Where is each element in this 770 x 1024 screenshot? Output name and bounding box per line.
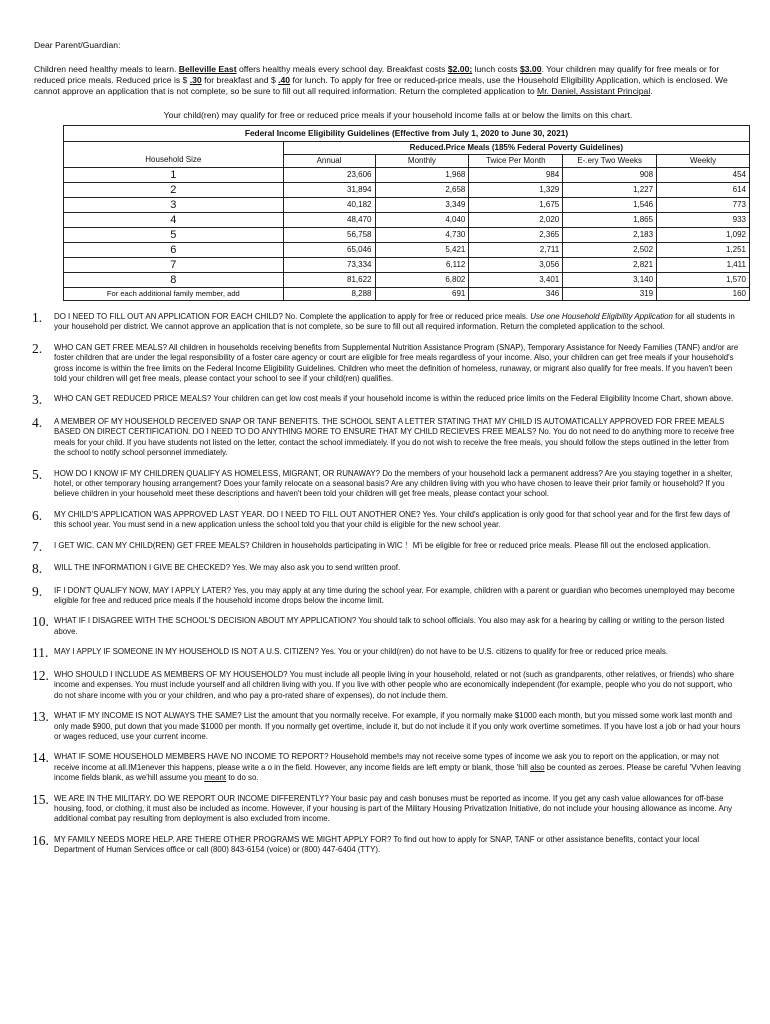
faq-item bbox=[34, 311, 742, 333]
faq-number: 8. bbox=[32, 561, 43, 577]
faq-text-span: WILL THE INFORMATION I GIVE BE CHECKED? Yes. We may also ask you to send written proof. bbox=[54, 563, 401, 573]
faq-text-span: be counted as zeroes. Please be careful 'Vvhen leaving income fields blank, as we'hill assume you bbox=[54, 762, 741, 783]
table-cell: 1,968 bbox=[375, 167, 469, 182]
table-cell: 23,606 bbox=[283, 167, 375, 182]
faq-text-span: meant bbox=[204, 773, 227, 783]
faq-item bbox=[34, 416, 742, 459]
table-cell: 5,421 bbox=[375, 242, 469, 257]
faq-text-span: WE ARE IN THE MILITARY. DO WE REPORT OUR INCOME DIFFERENTLY? Your basic pay and cash bonuses must be reported as income. If you get any cash value allowances for off-base housing, food, or clothing, it must also be included as income. However, if your housing is part of the Military Housing Privatization Initiative, do not include your housing allowance as income. Any additional combat pay resulting from deployment is also excluded from income. bbox=[54, 793, 733, 824]
faq-text-span: WHAT IF MY INCOME IS NOT ALWAYS THE SAME? List the amount that you normally receive. For example, if you normally make $1000 each month, but you missed some work last month and only made $900, put down that you made $1000 per month. If you normally get overtime, include it, but do not include it if you only work overtime sometimes. If you have lost a job or had your hours or wages reduced, use your current income. bbox=[54, 711, 741, 741]
income-eligibility-table bbox=[63, 125, 750, 301]
table-subtitle-row bbox=[64, 142, 750, 155]
table-cell: 6,112 bbox=[375, 258, 469, 273]
faq-number: 15. bbox=[32, 791, 49, 807]
faq-item bbox=[34, 468, 742, 500]
faq-text bbox=[54, 585, 742, 607]
intro-text: for lunch. To apply for free or reduced-price meals, use the Household Eligibility Application, which is enclosed. We cannot approve an application that is not complete, so be sure to fill out all required information. Return the completed application to bbox=[34, 75, 728, 96]
intro-text: Children need healthy meals to learn. bbox=[34, 64, 179, 74]
faq-text-span: A MEMBER OF MY HOUSEHOLD RECEIVED SNAP OR TANF BENEFITS. THE SCHOOL SENT A LETTER STATING THAT MY CHILD IS AUTOMATICALLY APPROVED FOR FREE MEALS BASED ON DIRECT CERTIFICATION. DO I NEED TO DO ANYTHING MORE TO ENSURE THAT MY CHILD RECIEVES FREE MEALS? No. You do not need to do anything more to receive free meals for your child. If you have students not listed on the letter, contact the school immediately. If you do not wish to receive the free meals, you should follow the steps outlined in the letter from the school to notify school personnel immediately. bbox=[54, 416, 735, 458]
faq-item bbox=[34, 509, 742, 531]
faq-text-span: DO I NEED TO FILL OUT AN APPLICATION FOR EACH CHILD? No. Complete the application to apply for free or reduced price meals. bbox=[54, 311, 531, 321]
faq-text bbox=[54, 710, 742, 742]
table-cell: 691 bbox=[375, 288, 469, 301]
table-cell: 984 bbox=[469, 167, 563, 182]
table-cell: 1,675 bbox=[469, 197, 563, 212]
faq-number: 1. bbox=[32, 309, 43, 325]
lunch-cost: $3.00 bbox=[519, 64, 542, 74]
faq-number: 12. bbox=[32, 667, 49, 683]
table-cell: 2,821 bbox=[563, 258, 657, 273]
table-body bbox=[64, 167, 750, 288]
faq-number: 2. bbox=[32, 340, 43, 356]
intro-text: offers healthy meals every school day. Breakfast costs bbox=[236, 64, 448, 74]
table-row bbox=[64, 182, 750, 197]
faq-text bbox=[54, 540, 742, 554]
faq-item bbox=[34, 646, 742, 660]
faq-text bbox=[54, 416, 742, 459]
faq-text bbox=[54, 393, 742, 407]
faq-text-span: MAY I APPLY IF SOMEONE IN MY HOUSEHOLD IS NOT A U.S. CITIZEN? Yes. You or your child(ren) do not have to be U.S. citizens to qualify for free or reduced price meals. bbox=[54, 647, 668, 657]
faq-item bbox=[34, 342, 742, 385]
faq-number: 7. bbox=[32, 538, 43, 554]
faq-text bbox=[54, 468, 742, 500]
faq-item bbox=[34, 540, 742, 554]
table-cell: 1,251 bbox=[657, 242, 750, 257]
table-cell: 1,092 bbox=[657, 227, 750, 242]
faq-item bbox=[34, 562, 742, 576]
faq-number: 5. bbox=[32, 466, 43, 482]
faq-text-span: WHO CAN GET FREE MEALS? All children in households receiving benefits from Supplemental Nutrition Assistance Program (SNAP), Temporary Assistance for Needy Families (TANF) and/or are foster children that are under the legal responsibility of a foster care agency or court are eligible for free meals regardless of your income. Also, your children can get free meals if your household's gross income is within the free limits on the Federal Income Eligibility Guidelines. Children who meet the definition of homeless, runaway, or migrant also qualify for free meals. If you haven't been told your children will get free meals, please contact your school to see if your child(ren) qualifies. bbox=[54, 342, 739, 383]
table-cell: 160 bbox=[657, 288, 750, 301]
table-cell: 7 bbox=[64, 258, 284, 273]
table-cell: 8 bbox=[64, 273, 284, 288]
faq-number: 6. bbox=[32, 507, 43, 523]
faq-text-span: WHAT IF I DISAGREE WITH THE SCHOOL'S DECISION ABOUT MY APPLICATION? You should talk to school officials. You also may ask for a hearing by calling or writing to the person listed above. bbox=[54, 616, 725, 636]
faq-item bbox=[34, 793, 742, 825]
column-header: E-.ery Two Weeks bbox=[563, 155, 657, 168]
table-cell: 4 bbox=[64, 212, 284, 227]
faq-text-span: WHAT IF SOME HOUSEHOLD MEMBERS HAVE NO INCOME TO REPORT? Household membe!s may not receive some types of income we ask you to report on the application, or may not receive income at all.IM1enever this happens, please write a o in the field. However, any income fields are left empty or blank, those 'hill bbox=[54, 752, 719, 772]
faq-text-span: MY CHILD'S APPLICATION WAS APPROVED LAST YEAR. DO I NEED TO FILL OUT ANOTHER ONE? Yes. Your child's application is only good for that school year and for the first few days of this school year. You must send in a new application unless the school told you that your child is eligible for the new school year. bbox=[54, 509, 730, 530]
table-cell: 48,470 bbox=[283, 212, 375, 227]
faq-number: 14. bbox=[32, 750, 49, 766]
faq-item bbox=[34, 834, 742, 856]
table-cell: 614 bbox=[657, 182, 750, 197]
reduced-lunch-cost: .40 bbox=[278, 75, 291, 85]
table-cell: 2,183 bbox=[563, 227, 657, 242]
table-cell: 319 bbox=[563, 288, 657, 301]
faq-text-span: WHO SHOULD I INCLUDE AS MEMBERS OF MY HOUSEHOLD? You must include all people living in your household, related or not (such as grandparents, other relatives, or friends) who share income and expenses. You must include yourself and all children living with you. If you live with other people who are economically independent (for example, people who you do not support, who do not share income with you or your children, and who pay a pro-rated share of expenses), do not include them. bbox=[54, 669, 735, 700]
table-row bbox=[64, 212, 750, 227]
table-cell: 908 bbox=[563, 167, 657, 182]
intro-text: for breakfast and $ bbox=[201, 75, 279, 85]
faq-item bbox=[34, 751, 742, 783]
table-cell: 3,140 bbox=[563, 273, 657, 288]
table-title: Federal Income Eligibility Guidelines (Effective from July 1, 2020 to June 30, 2021) bbox=[64, 126, 750, 142]
table-cell: 3 bbox=[64, 197, 284, 212]
table-cell: 3,401 bbox=[469, 273, 563, 288]
table-row bbox=[64, 197, 750, 212]
table-cell: 2,658 bbox=[375, 182, 469, 197]
table-cell: 31,894 bbox=[283, 182, 375, 197]
table-cell: 454 bbox=[657, 167, 750, 182]
faq-number: 4. bbox=[32, 414, 43, 430]
table-cell: 1,411 bbox=[657, 258, 750, 273]
faq-number: 11. bbox=[32, 645, 49, 661]
eligibility-lead-text: Your child(ren) may qualify for free or reduced price meals if your household income falls at or below the limits on this chart. bbox=[163, 110, 633, 120]
faq-text bbox=[54, 342, 742, 385]
table-cell: 4,040 bbox=[375, 212, 469, 227]
table-cell: 65,046 bbox=[283, 242, 375, 257]
table-cell: 40,182 bbox=[283, 197, 375, 212]
faq-text bbox=[54, 834, 742, 856]
table-cell: 1,546 bbox=[563, 197, 657, 212]
table-cell: 6 bbox=[64, 242, 284, 257]
faq-text-span: WHO CAN GET REDUCED PRICE MEALS? Your children can get low cost meals if your household income is within the reduced price limits on the Federal Eligibility Income Chart, shown above. bbox=[54, 394, 734, 404]
faq-item bbox=[34, 585, 742, 607]
table-cell: For each additional family member, add bbox=[64, 288, 284, 301]
table-cell: 1 bbox=[64, 167, 284, 182]
table-cell: 2 bbox=[64, 182, 284, 197]
school-name: Belleville East bbox=[178, 64, 237, 74]
table-row bbox=[64, 273, 750, 288]
breakfast-cost: $2.00; bbox=[447, 64, 473, 74]
table-row bbox=[64, 242, 750, 257]
table-cell: 1,329 bbox=[469, 182, 563, 197]
faq-number: 9. bbox=[32, 583, 43, 599]
table-cell: 1,865 bbox=[563, 212, 657, 227]
faq-number: 16. bbox=[32, 832, 49, 848]
faq-text bbox=[54, 311, 742, 333]
table-cell: 8,288 bbox=[283, 288, 375, 301]
faq-text-span: I GET WIC. CAN MY CHILD(REN) GET FREE MEALS? Children in households participating in WIC ！M'i be eligible for free or reduced price meals. Please fill out the enclosed application. bbox=[54, 540, 711, 550]
faq-text-span: MY FAMILY NEEDS MORE HELP. ARE THERE OTHER PROGRAMS WE MIGHT APPLY FOR? To find out how to apply for SNAP, TANF or other assistance benefits, contact your local Department of Human Services office or call (800) 843-6154 (voice) or (800) 447-6404 (TTY). bbox=[54, 834, 700, 855]
principal-name: Mr. Daniel, Assistant Principal bbox=[537, 86, 651, 96]
table-subtitle: Reduced.Price Meals (185% Federal Poverty Guidelines) bbox=[283, 142, 749, 155]
column-header: Twice Per Month bbox=[469, 155, 563, 168]
column-header: Monthly bbox=[375, 155, 469, 168]
faq-text-span: also bbox=[530, 762, 545, 772]
table-cell: 346 bbox=[469, 288, 563, 301]
faq-text bbox=[54, 509, 742, 531]
faq-item bbox=[34, 393, 742, 407]
intro-text: lunch costs bbox=[472, 64, 520, 74]
column-header: Household Size bbox=[64, 155, 284, 168]
table-row bbox=[64, 227, 750, 242]
faq-list bbox=[34, 311, 742, 856]
column-header: Weekly bbox=[657, 155, 750, 168]
table-cell: 2,502 bbox=[563, 242, 657, 257]
column-header: Annual bbox=[283, 155, 375, 168]
faq-text bbox=[54, 646, 742, 660]
intro-text: . Your children may qualify for free meals or for reduced price meals. Reduced price is $ bbox=[34, 64, 720, 85]
faq-text-span: for all students in your household per district. We cannot approve an application that is not complete, so be sure to fill out all required information. Return the completed application to the school. bbox=[54, 311, 735, 332]
table-cell: 4,730 bbox=[375, 227, 469, 242]
reduced-breakfast-cost: .30 bbox=[189, 75, 202, 85]
faq-text-span: to do so. bbox=[226, 773, 259, 783]
faq-text bbox=[54, 669, 742, 701]
faq-text bbox=[54, 751, 742, 783]
faq-number: 10. bbox=[32, 614, 49, 630]
faq-text bbox=[54, 562, 742, 576]
table-cell: 773 bbox=[657, 197, 750, 212]
table-cell: 5 bbox=[64, 227, 284, 242]
table-row-additional bbox=[64, 288, 750, 301]
table-cell: 3,349 bbox=[375, 197, 469, 212]
table-cell: 2,711 bbox=[469, 242, 563, 257]
table-title-row bbox=[64, 126, 750, 142]
intro-text: . bbox=[650, 86, 653, 96]
faq-text bbox=[54, 793, 742, 825]
faq-item bbox=[34, 669, 742, 701]
faq-number: 3. bbox=[32, 392, 43, 408]
faq-text bbox=[54, 615, 742, 637]
table-cell: 1,227 bbox=[563, 182, 657, 197]
table-row bbox=[64, 167, 750, 182]
faq-item bbox=[34, 615, 742, 637]
table-cell: 933 bbox=[657, 212, 750, 227]
table-cell: 1,570 bbox=[657, 273, 750, 288]
table-cell: 6,802 bbox=[375, 273, 469, 288]
salutation: Dear Parent/Guardian: bbox=[34, 40, 121, 50]
table-cell: 3,056 bbox=[469, 258, 563, 273]
intro-paragraph bbox=[34, 64, 742, 97]
faq-text-span: HOW DO I KNOW IF MY CHILDREN QUALIFY AS HOMELESS, MIGRANT, OR RUNAWAY? Do the members of your household lack a permanent address? Are you staying together in a shelter, hotel, or other temporary housing arrangement? Does your family relocate on a seasonal basis? Are any children living with you who have chosen to leave their prior family or household? If you believe children in your household meet these descriptions and haven't been told your children will get free meals, please contact your school. bbox=[54, 468, 733, 499]
table-cell: 73,334 bbox=[283, 258, 375, 273]
table-header-row bbox=[64, 155, 750, 168]
table-cell: 2,365 bbox=[469, 227, 563, 242]
faq-text-span: Use one Household Eligibility Application bbox=[530, 311, 673, 321]
table-cell: 81,622 bbox=[283, 273, 375, 288]
faq-number: 13. bbox=[32, 709, 49, 725]
faq-item bbox=[34, 710, 742, 742]
faq-text-span: IF I DON'T QUALIFY NOW, MAY I APPLY LATER? Yes, you may apply at any time during the school year. For example, children with a parent or guardian who becomes unemployed may become eligible for free and reduced price meals if the household income drops below the income limit. bbox=[54, 585, 735, 606]
table-row bbox=[64, 258, 750, 273]
table-cell: 2,020 bbox=[469, 212, 563, 227]
table-cell: 56,758 bbox=[283, 227, 375, 242]
